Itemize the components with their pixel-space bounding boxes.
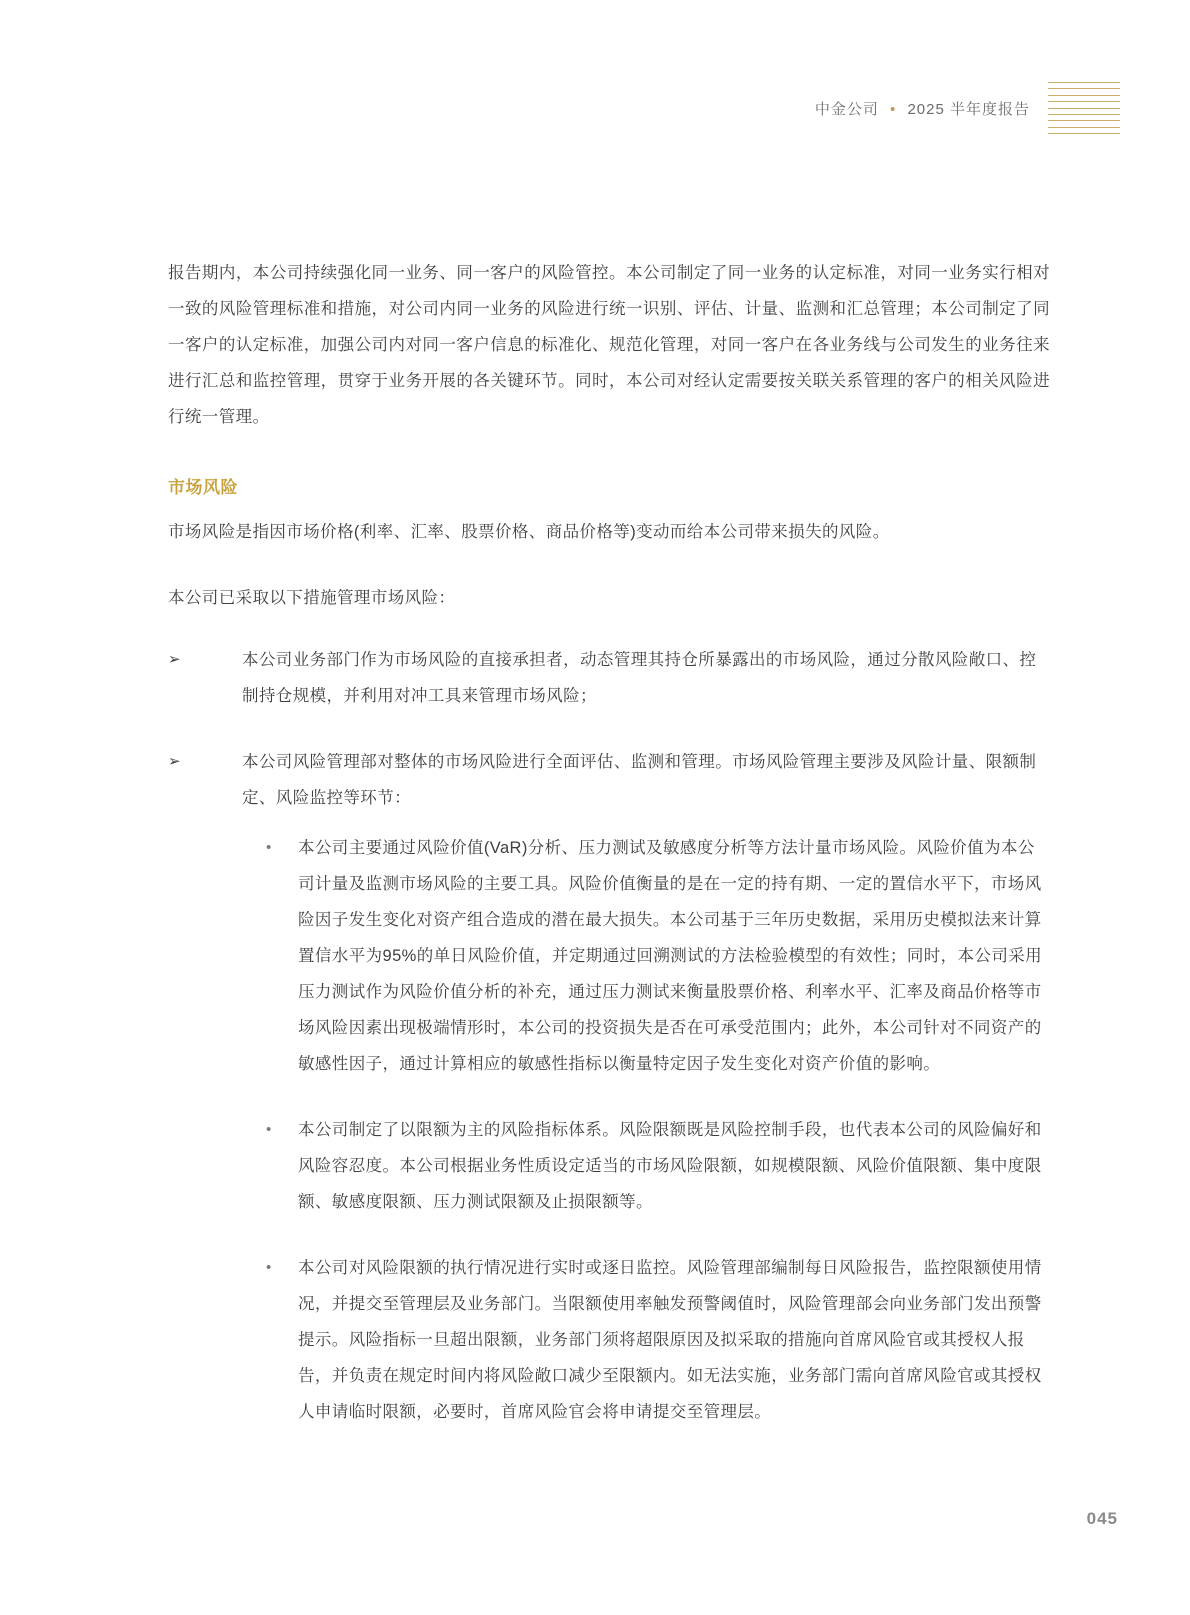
- dot-bullet-icon: •: [266, 1121, 272, 1138]
- measures-lead-paragraph: 本公司已采取以下措施管理市场风险：: [168, 589, 456, 607]
- section-title: 市场风险: [168, 478, 238, 497]
- intro-paragraph: 报告期内，本公司持续强化同一业务、同一客户的风险管控。本公司制定了同一业务的认定标准，对同一业务实行相对一致的风险管理标准和措施，对公司内同一业务的风险进行统一识别、评估、计量、监测和汇总管理；本公司制定了同一客户的认定标准，加强公司内对同一客户信息的标准化、规范化管理，对同一客户在各业务线与公司发生的业务往来进行汇总和监控管理，贯穿于业务开展的各关键环节。同时，本公司对经认定需要按关联关系管理的客户的相关风险进行统一管理。: [168, 264, 1050, 426]
- page-header: [815, 82, 1120, 134]
- definition-paragraph: 市场风险是指因市场价格(利率、汇率、股票价格、商品价格等)变动而给本公司带来损失的风险。: [168, 523, 890, 541]
- sub-list-wrapper: [256, 830, 1050, 1430]
- page-content: [168, 255, 1050, 1460]
- dot-bullet-icon: •: [266, 1259, 272, 1276]
- measures-list: [168, 642, 1050, 1430]
- risk-measurement-sublist: [256, 830, 1050, 1430]
- header-separator: •: [890, 100, 897, 118]
- header-title: [815, 98, 1030, 119]
- list-item-text: 本公司制定了以限额为主的风险指标体系。风险限额既是风险控制手段，也代表本公司的风险偏好和风险容忍度。本公司根据业务性质设定适当的市场风险限额，如规模限额、风险价值限额、集中度限额、敏感度限额、压力测试限额及止损限额等。: [298, 1121, 1042, 1211]
- header-decorative-lines: [1048, 82, 1120, 134]
- header-report: 2025 半年度报告: [907, 100, 1030, 118]
- list-item: [168, 744, 1050, 1430]
- list-item: [168, 642, 1050, 714]
- list-item-text: 本公司对风险限额的执行情况进行实时或逐日监控。风险管理部编制每日风险报告，监控限额使用情况，并提交至管理层及业务部门。当限额使用率触发预警阈值时，风险管理部会向业务部门发出预警提示。风险指标一旦超出限额，业务部门须将超限原因及拟采取的措施向首席风险官或其授权人报告，并负责在规定时间内将风险敞口减少至限额内。如无法实施，业务部门需向首席风险官或其授权人申请临时限额，必要时，首席风险官会将申请提交至管理层。: [298, 1259, 1042, 1421]
- page-number: 045: [1086, 1509, 1118, 1528]
- dot-bullet-icon: •: [266, 839, 272, 856]
- list-item: [256, 830, 1050, 1082]
- arrow-bullet-icon: ➢: [168, 753, 181, 770]
- list-item-text: 本公司业务部门作为市场风险的直接承担者，动态管理其持仓所暴露出的市场风险，通过分散风险敞口、控制持仓规模，并利用对冲工具来管理市场风险；: [242, 651, 1037, 705]
- list-item: [256, 1250, 1050, 1430]
- header-company: 中金公司: [814, 100, 879, 118]
- list-item: [256, 1112, 1050, 1220]
- list-item-text: 本公司主要通过风险价值(VaR)分析、压力测试及敏感度分析等方法计量市场风险。风险价值为本公司计量及监测市场风险的主要工具。风险价值衡量的是在一定的持有期、一定的置信水平下，市场风险因子发生变化对资产组合造成的潜在最大损失。本公司基于三年历史数据，采用历史模拟法来计算置信水平为95%的单日风险价值，并定期通过回溯测试的方法检验模型的有效性；同时，本公司采用压力测试作为风险价值分析的补充，通过压力测试来衡量股票价格、利率水平、汇率及商品价格等市场风险因素出现极端情形时，本公司的投资损失是否在可承受范围内；此外，本公司针对不同资产的敏感性因子，通过计算相应的敏感性指标以衡量特定因子发生变化对资产价值的影响。: [298, 839, 1043, 1073]
- list-item-text: 本公司风险管理部对整体的市场风险进行全面评估、监测和管理。市场风险管理主要涉及风险计量、限额制定、风险监控等环节：: [242, 753, 1037, 807]
- arrow-bullet-icon: ➢: [168, 651, 181, 668]
